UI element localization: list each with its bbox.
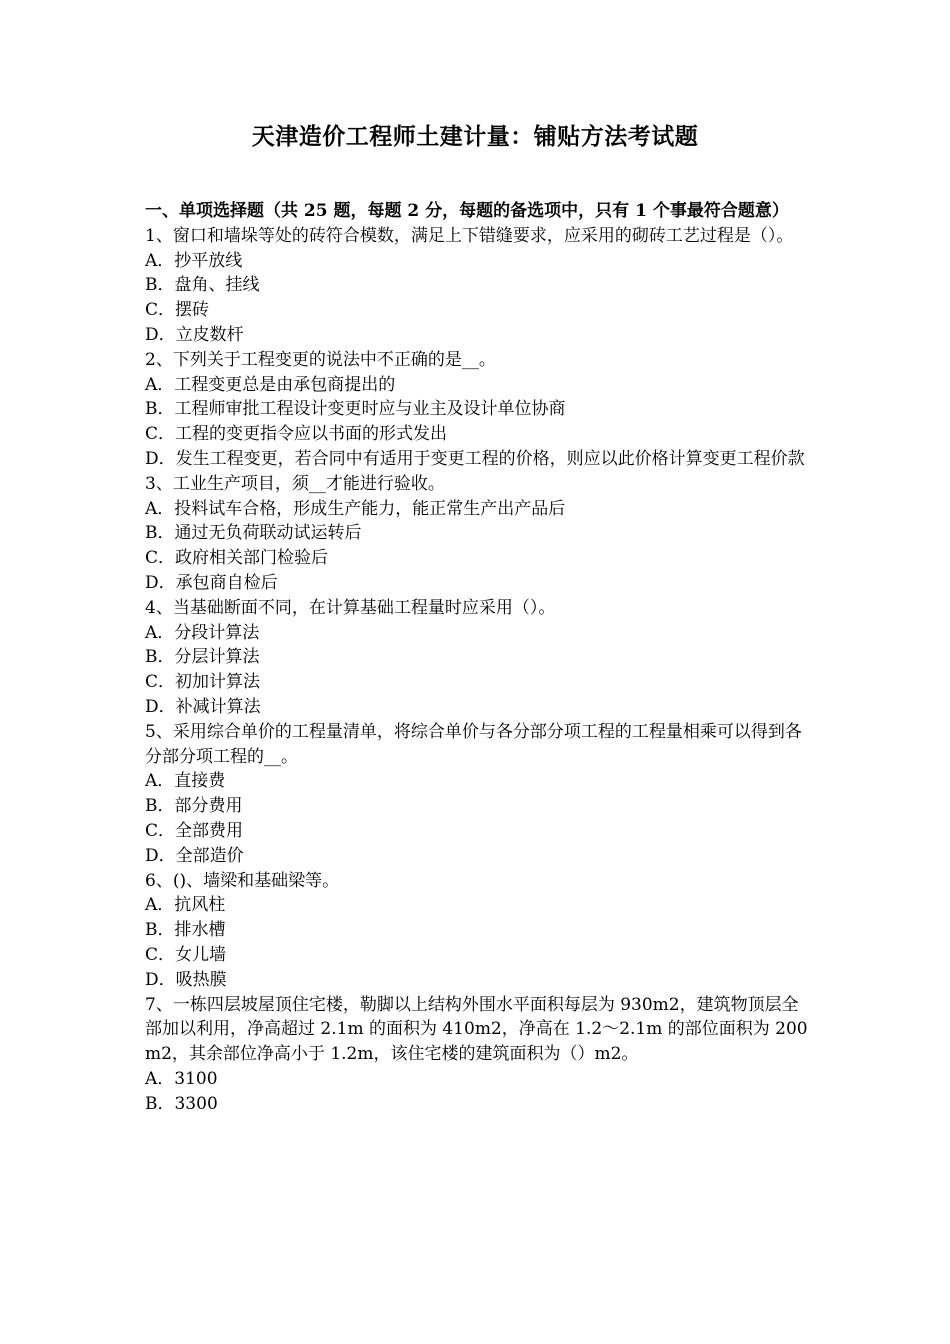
section-heading: 一、单项选择题（共 25 题，每题 2 分，每题的备选项中，只有 1 个事最符合题意） xyxy=(145,201,789,221)
question-block xyxy=(145,224,809,348)
answer-option: D．发生工程变更，若合同中有适用于变更工程的价格，则应以此价格计算变更工程价款 xyxy=(145,448,805,469)
answer-option: C．初加计算法 xyxy=(145,672,261,693)
answer-option: D．立皮数杆 xyxy=(145,324,244,345)
answer-option: B．3300 xyxy=(145,1093,218,1114)
answer-option: B．分层计算法 xyxy=(145,647,260,668)
question-block xyxy=(145,869,809,993)
answer-option: C．政府相关部门检验后 xyxy=(145,548,329,569)
answer-option: C．女儿墙 xyxy=(145,944,227,965)
answer-option: D．承包商自检后 xyxy=(145,572,278,593)
document-body xyxy=(145,199,809,1116)
answer-option: C．摆砖 xyxy=(145,300,210,321)
question-stem: 7、一栋四层坡屋顶住宅楼，勒脚以上结构外围水平面积每层为 930m2，建筑物顶层全部加以利用，净高超过 2.1m 的面积为 410m2，净高在 1.2～2.1m 的部位面积为 200m2，其余部位净高小于 1.2m，该住宅楼的建筑面积为（）m2。 xyxy=(145,994,808,1065)
answer-option: C．全部费用 xyxy=(145,820,244,841)
answer-option: A．投料试车合格，形成生产能力，能正常生产出产品后 xyxy=(145,498,566,519)
question-stem: 4、当基础断面不同，在计算基础工程量时应采用（）。 xyxy=(145,597,556,618)
question-stem: 2、下列关于工程变更的说法中不正确的是__。 xyxy=(145,349,496,370)
answer-option: B．排水槽 xyxy=(145,920,226,941)
answer-option: B．盘角、挂线 xyxy=(145,275,260,296)
answer-option: A．分段计算法 xyxy=(145,622,260,643)
answer-option: B．工程师审批工程设计变更时应与业主及设计单位协商 xyxy=(145,399,566,420)
answer-option: D．补减计算法 xyxy=(145,696,261,717)
answer-option: A．直接费 xyxy=(145,771,226,792)
document-title: 天津造价工程师土建计量：铺贴方法考试题 xyxy=(251,123,699,150)
question-stem: 3、工业生产项目，须__才能进行验收。 xyxy=(145,473,445,494)
answer-option: B．部分费用 xyxy=(145,796,243,817)
answer-option: D．吸热膜 xyxy=(145,969,227,990)
answer-option: D．全部造价 xyxy=(145,845,244,866)
question-block xyxy=(145,993,809,1117)
answer-option: A．3100 xyxy=(145,1068,218,1089)
question-block xyxy=(145,596,809,720)
question-block xyxy=(145,472,809,596)
question-block xyxy=(145,720,809,869)
answer-option: A．抄平放线 xyxy=(145,250,243,271)
answer-option: C．工程的变更指令应以书面的形式发出 xyxy=(145,424,448,445)
answer-option: A．抗风柱 xyxy=(145,895,226,916)
answer-option: A．工程变更总是由承包商提出的 xyxy=(145,374,396,395)
answer-option: B．通过无负荷联动试运转后 xyxy=(145,523,362,544)
question-stem: 5、采用综合单价的工程量清单，将综合单价与各分部分项工程的工程量相乘可以得到各分部分项工程的__。 xyxy=(145,721,802,767)
question-stem: 1、窗口和墙垛等处的砖符合模数，满足上下错缝要求，应采用的砌砖工艺过程是（）。 xyxy=(145,225,794,246)
question-stem: 6、()、墙梁和基础梁等。 xyxy=(145,870,340,891)
question-block xyxy=(145,348,809,472)
